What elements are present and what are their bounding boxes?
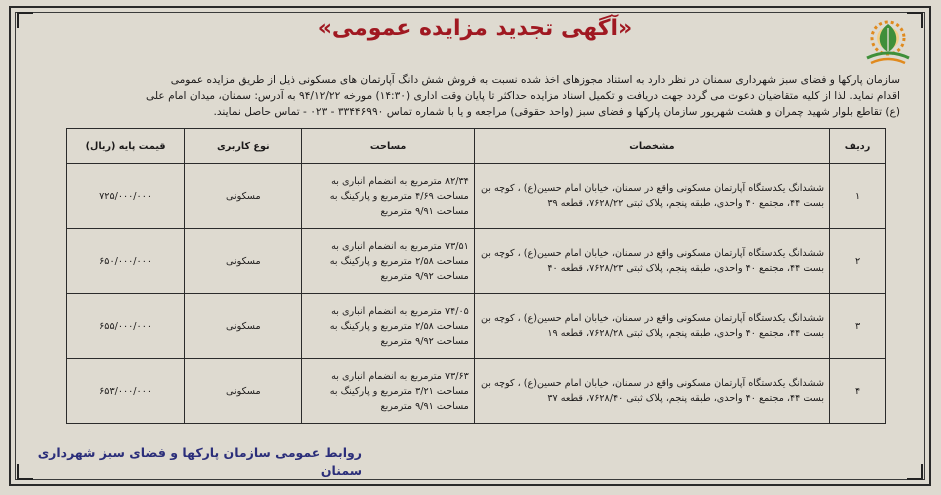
header-usage-type: نوع کاربری <box>185 129 302 164</box>
corner-ornament <box>17 12 33 28</box>
row-usage-type: مسکونی <box>185 229 302 294</box>
header-specifications: مشخصات <box>474 129 829 164</box>
row-base-price: ۶۵۵/۰۰۰/۰۰۰ <box>67 294 185 359</box>
header-area: مساحت <box>302 129 474 164</box>
footer-signature: روابط عمومی سازمان پارکها و فضای سبز شهرداری سمنان <box>37 445 362 478</box>
table-header-row <box>67 129 886 164</box>
row-area: ۷۳/۶۳ مترمربع به انضمام انباری به مساحت ۳/۲۱ مترمربع و پارکینگ به مساحت ۹/۹۱ مترمربع <box>302 359 474 424</box>
header-row-number: ردیف <box>830 129 886 164</box>
table-row <box>67 294 886 359</box>
row-usage-type: مسکونی <box>185 359 302 424</box>
row-base-price: ۷۲۵/۰۰۰/۰۰۰ <box>67 164 185 229</box>
header-base-price: قیمت پایه (ریال) <box>67 129 185 164</box>
row-specifications: ششدانگ یکدستگاه آپارتمان مسکونی واقع در سمنان، خیابان امام حسین(ع) ، کوچه بن بست ۴۴، مجتمع ۴۰ واحدی، طبقه پنجم، پلاک ثبتی ۷۶۲۸/۲۳، قطعه ۴۰ <box>474 229 829 294</box>
intro-line: سازمان پارکها و فضای سبز شهرداری سمنان در نظر دارد به استناد مجوزهای اخذ شده نسبت به فروش شش دانگ آپارتمان های مسکونی ذیل از طریق مزایده عمومی <box>170 74 900 86</box>
row-specifications: ششدانگ یکدستگاه آپارتمان مسکونی واقع در سمنان، خیابان امام حسین(ع) ، کوچه بن بست ۴۴، مجتمع ۴۰ واحدی، طبقه پنجم، پلاک ثبتی ۷۶۲۸/۲۲، قطعه ۳۹ <box>474 164 829 229</box>
parks-organization-logo <box>859 12 917 70</box>
corner-ornament <box>907 464 923 480</box>
notice-intro <box>20 72 900 120</box>
row-number: ۴ <box>830 359 886 424</box>
leaf-icon <box>880 24 897 52</box>
table-row <box>67 164 886 229</box>
row-number: ۳ <box>830 294 886 359</box>
table-row <box>67 229 886 294</box>
intro-line: (ع) تقاطع بلوار شهید چمران و هشت شهریور سازمان پارکها و فضای سبز (واحد حقوقی) مراجعه و یا با شماره تماس ۳۳۴۴۶۹۹۰ - ۰۲۳ - تماس حاصل نمایند. <box>213 106 900 118</box>
row-area: ۸۲/۳۴ مترمربع به انضمام انباری به مساحت ۴/۶۹ مترمربع و پارکینگ به مساحت ۹/۹۱ مترمربع <box>302 164 474 229</box>
row-specifications: ششدانگ یکدستگاه آپارتمان مسکونی واقع در سمنان، خیابان امام حسین(ع) ، کوچه بن بست ۴۴، مجتمع ۴۰ واحدی، طبقه پنجم، پلاک ثبتی ۷۶۲۸/۲۸، قطعه ۱۹ <box>474 294 829 359</box>
intro-line: اقدام نماید. لذا از کلیه متقاضیان دعوت می گردد جهت دریافت و تکمیل اسناد مزایده حداکثر تا پایان وقت اداری (۱۴:۳۰) مورخه ۹۴/۱۲/۲۲ به آدرس: سمنان، میدان امام علی <box>146 90 900 102</box>
row-area: ۷۳/۵۱ مترمربع به انضمام انباری به مساحت ۲/۵۸ مترمربع و پارکینگ به مساحت ۹/۹۲ مترمربع <box>302 229 474 294</box>
auction-items-table <box>66 128 886 424</box>
row-number: ۱ <box>830 164 886 229</box>
row-usage-type: مسکونی <box>185 164 302 229</box>
row-usage-type: مسکونی <box>185 294 302 359</box>
row-base-price: ۶۵۰/۰۰۰/۰۰۰ <box>67 229 185 294</box>
notice-title: «آگهی تجدید مزایده عمومی» <box>317 16 633 41</box>
table-row <box>67 359 886 424</box>
row-specifications: ششدانگ یکدستگاه آپارتمان مسکونی واقع در سمنان، خیابان امام حسین(ع) ، کوچه بن بست ۴۴، مجتمع ۴۰ واحدی، طبقه پنجم، پلاک ثبتی ۷۶۲۸/۴۰، قطعه ۳۷ <box>474 359 829 424</box>
orange-arc <box>871 59 905 63</box>
row-number: ۲ <box>830 229 886 294</box>
row-area: ۷۴/۰۵ مترمربع به انضمام انباری به مساحت ۲/۵۸ مترمربع و پارکینگ به مساحت ۹/۹۲ مترمربع <box>302 294 474 359</box>
row-base-price: ۶۵۳/۰۰۰/۰۰۰ <box>67 359 185 424</box>
